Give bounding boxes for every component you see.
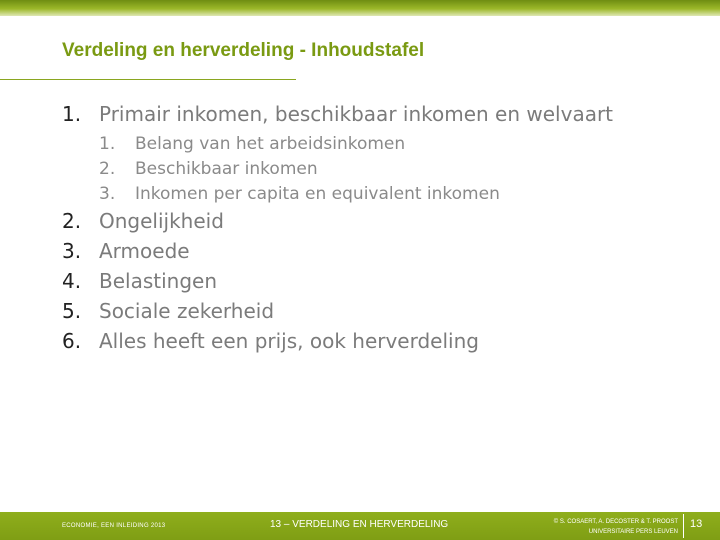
toc-item-number: 3. bbox=[62, 239, 82, 263]
top-bar bbox=[0, 0, 720, 16]
footer-divider bbox=[683, 514, 684, 538]
footer-course-name: ECONOMIE, EEN INLEIDING 2013 bbox=[62, 523, 166, 529]
toc-subitem-number: 1. bbox=[99, 134, 116, 154]
toc-item-label: Sociale zekerheid bbox=[99, 299, 275, 323]
toc-subitem-number: 3. bbox=[99, 184, 116, 204]
toc-item-number: 1. bbox=[62, 102, 82, 126]
title-divider bbox=[0, 79, 296, 80]
toc-item-number: 6. bbox=[62, 329, 82, 353]
toc-subitem-label: Belang van het arbeidsinkomen bbox=[135, 134, 406, 154]
toc-item-label: Ongelijkheid bbox=[99, 209, 224, 233]
toc-item-number: 2. bbox=[62, 209, 82, 233]
slide-title: Verdeling en herverdeling - Inhoudstafel bbox=[62, 40, 425, 61]
toc-item-label: Belastingen bbox=[99, 269, 218, 293]
toc-item-number: 5. bbox=[62, 299, 82, 323]
toc-item-number: 4. bbox=[62, 269, 82, 293]
toc-subitem-label: Inkomen per capita en equivalent inkomen bbox=[135, 184, 500, 204]
footer-publisher: UNIVERSITAIRE PERS LEUVEN bbox=[588, 529, 678, 535]
toc-subitem-label: Beschikbaar inkomen bbox=[135, 159, 318, 179]
footer-chapter-title: 13 – VERDELING EN HERVERDELING bbox=[270, 519, 449, 530]
footer-copyright bbox=[522, 517, 678, 537]
page-number: 13 bbox=[690, 518, 703, 530]
footer-bar bbox=[0, 512, 720, 540]
toc-item-label: Primair inkomen, beschikbaar inkomen en welvaart bbox=[99, 102, 614, 126]
toc-item-label: Armoede bbox=[99, 239, 190, 263]
toc-item-label: Alles heeft een prijs, ook herverdeling bbox=[99, 329, 479, 353]
footer-authors: © S. COSAERT, A. DECOSTER & T. PROOST bbox=[553, 519, 678, 525]
toc-subitem-number: 2. bbox=[99, 159, 116, 179]
